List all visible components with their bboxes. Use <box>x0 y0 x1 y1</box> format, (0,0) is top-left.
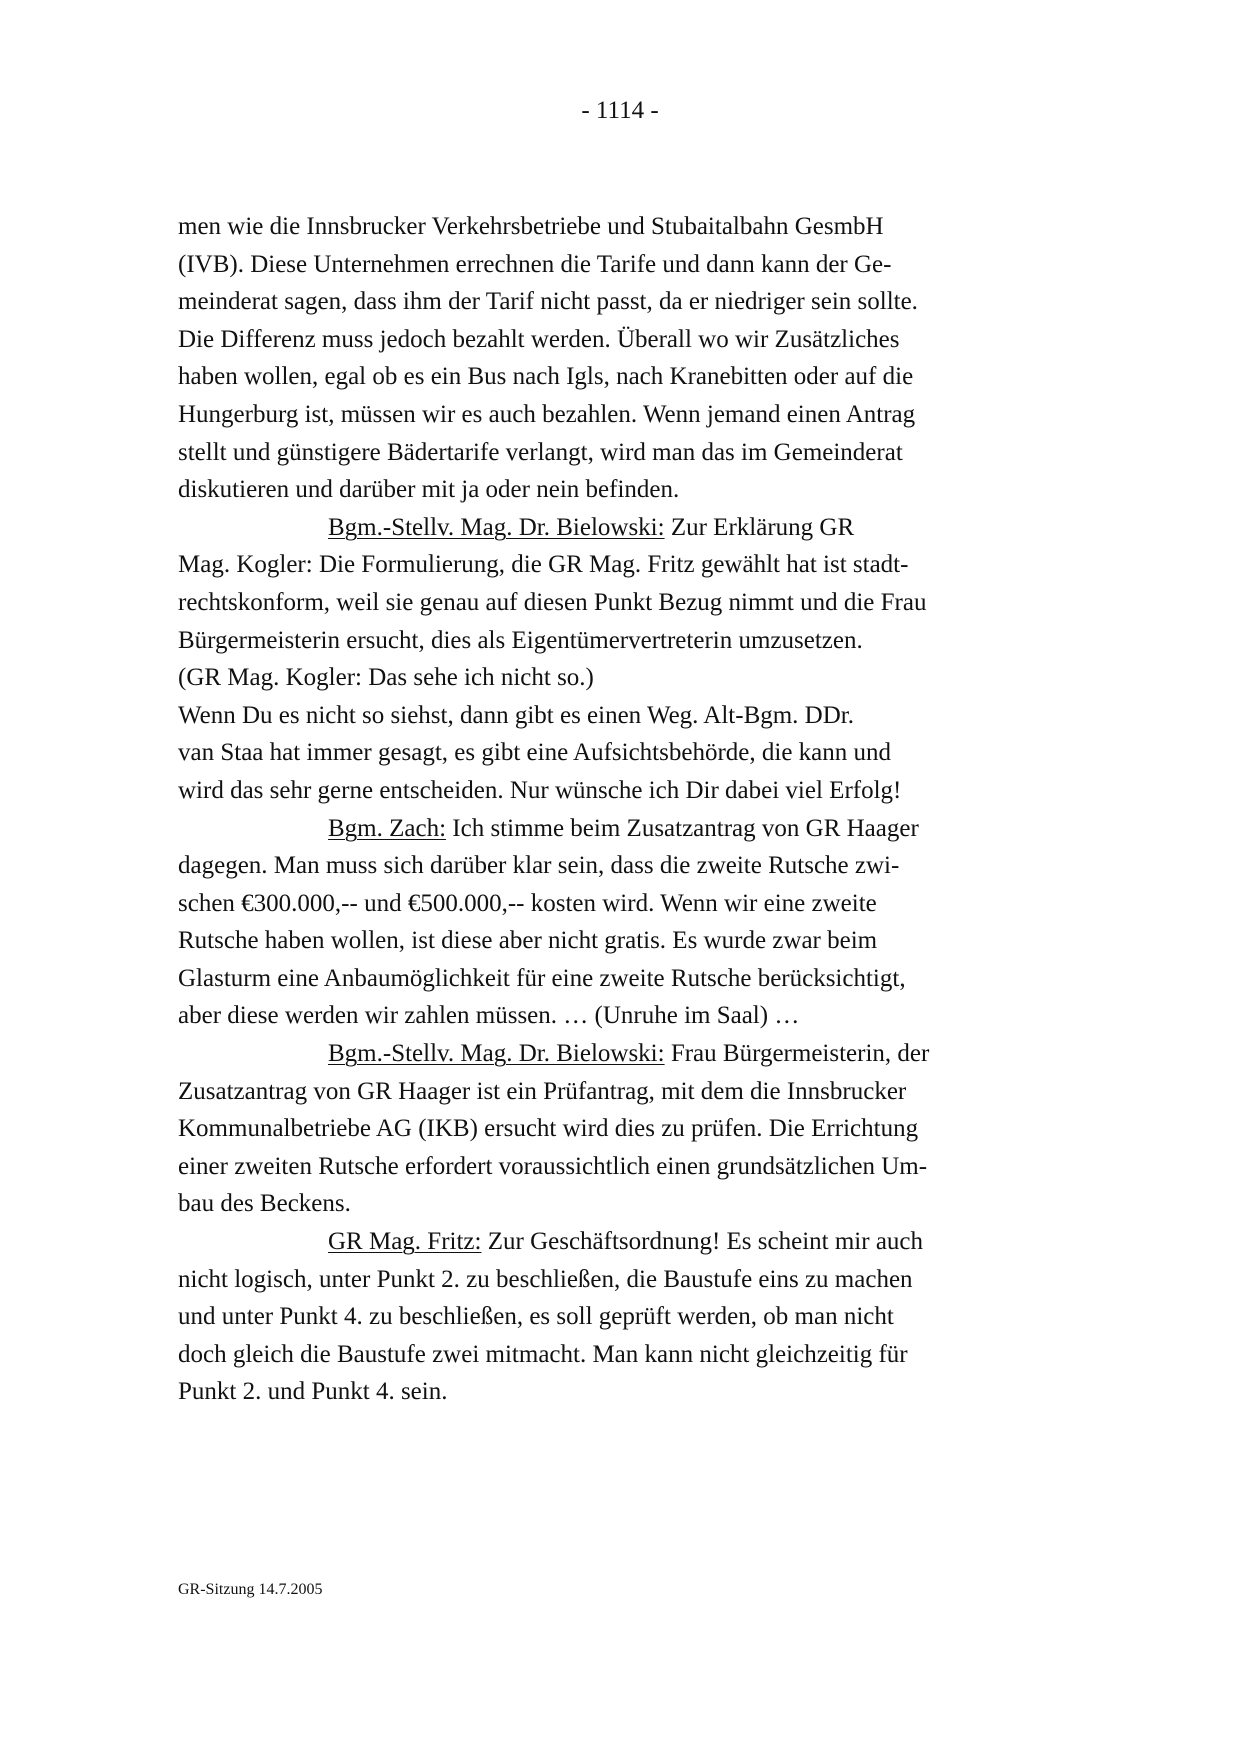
text-line: (IVB). Diese Unternehmen errechnen die Tarife und dann kann der Ge- <box>178 250 892 278</box>
text-line: einer zweiten Rutsche erfordert voraussichtlich einen grundsätzlichen Um- <box>178 1152 928 1180</box>
text-line: Bürgermeisterin ersucht, dies als Eigentümervertreterin umzusetzen. <box>178 626 863 654</box>
text-line: Mag. Kogler: Die Formulierung, die GR Mag. Fritz gewählt hat ist stadt- <box>178 551 909 579</box>
speaker-text: Zur Erklärung GR <box>664 513 855 541</box>
text-line: Rutsche haben wollen, ist diese aber nicht gratis. Es wurde zwar beim <box>178 927 878 955</box>
speaker-line <box>178 810 1078 848</box>
text-line: Zusatzantrag von GR Haager ist ein Prüfantrag, mit dem die Innsbrucker <box>178 1077 907 1105</box>
speaker-name: Bgm.-Stellv. Mag. Dr. Bielowski: <box>328 1040 665 1068</box>
speaker-name: Bgm. Zach: <box>328 814 447 842</box>
speaker-line <box>178 1223 1078 1261</box>
speaker-text: Frau Bürgermeisterin, der <box>664 1040 930 1068</box>
text-line: stellt und günstigere Bädertarife verlangt, wird man das im Gemeinderat <box>178 438 903 466</box>
text-line: Kommunalbetriebe AG (IKB) ersucht wird dies zu prüfen. Die Errichtung <box>178 1115 919 1143</box>
text-line: aber diese werden wir zahlen müssen. … (Unruhe im Saal) … <box>178 1002 800 1030</box>
page-number: - 1114 - <box>581 97 659 124</box>
speaker-line <box>178 1035 1078 1073</box>
speaker-name: GR Mag. Fritz: <box>328 1228 482 1256</box>
text-line: Wenn Du es nicht so siehst, dann gibt es einen Weg. Alt-Bgm. DDr. <box>178 701 854 729</box>
text-line: rechtskonform, weil sie genau auf diesen Punkt Bezug nimmt und die Frau <box>178 588 927 616</box>
speaker-text: Ich stimme beim Zusatzantrag von GR Haager <box>446 814 919 842</box>
text-line: schen €300.000,-- und €500.000,-- kosten wird. Wenn wir eine zweite <box>178 889 877 917</box>
speaker-name: Bgm.-Stellv. Mag. Dr. Bielowski: <box>328 513 665 541</box>
text-line: van Staa hat immer gesagt, es gibt eine Aufsichtsbehörde, die kann und <box>178 739 892 767</box>
text-line: bau des Beckens. <box>178 1190 351 1218</box>
text-line: doch gleich die Baustufe zwei mitmacht. Man kann nicht gleichzeitig für <box>178 1340 908 1368</box>
text-line: haben wollen, egal ob es ein Bus nach Igls, nach Kranebitten oder auf die <box>178 363 914 391</box>
page-footer: GR-Sitzung 14.7.2005 <box>178 1581 323 1598</box>
text-line: dagegen. Man muss sich darüber klar sein, dass die zweite Rutsche zwi- <box>178 852 900 880</box>
text-line: men wie die Innsbrucker Verkehrsbetriebe und Stubaitalbahn GesmbH <box>178 213 884 240</box>
text-line: und unter Punkt 4. zu beschließen, es soll geprüft werden, ob man nicht <box>178 1303 894 1331</box>
text-line: Punkt 2. und Punkt 4. sein. <box>178 1378 448 1406</box>
text-line: Die Differenz muss jedoch bezahlt werden. Überall wo wir Zusätzliches <box>178 325 900 353</box>
text-line: wird das sehr gerne entscheiden. Nur wünsche ich Dir dabei viel Erfolg! <box>178 776 902 804</box>
text-line: meinderat sagen, dass ihm der Tarif nicht passt, da er niedriger sein sollte. <box>178 288 918 316</box>
text-line: (GR Mag. Kogler: Das sehe ich nicht so.) <box>178 664 594 692</box>
text-line: Glasturm eine Anbaumöglichkeit für eine zweite Rutsche berücksichtigt, <box>178 964 906 992</box>
text-line: nicht logisch, unter Punkt 2. zu beschließen, die Baustufe eins zu machen <box>178 1265 913 1293</box>
document-body <box>178 208 1078 1411</box>
speaker-text: Zur Geschäftsordnung! Es scheint mir auch <box>481 1228 924 1256</box>
text-line: Hungerburg ist, müssen wir es auch bezahlen. Wenn jemand einen Antrag <box>178 400 916 428</box>
text-line: diskutieren und darüber mit ja oder nein befinden. <box>178 476 680 504</box>
speaker-line <box>178 509 1078 547</box>
